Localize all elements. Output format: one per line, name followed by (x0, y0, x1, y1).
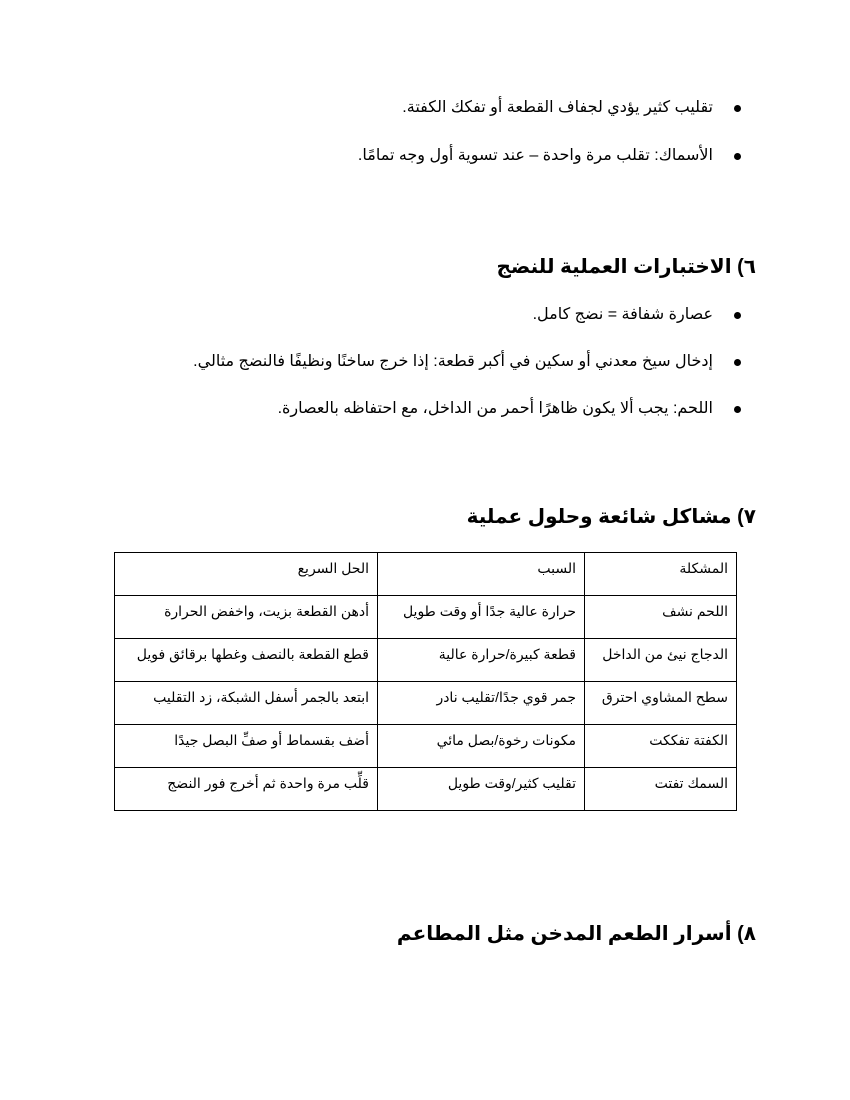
cause-cell: مكونات رخوة/بصل مائي (378, 725, 585, 768)
cause-cell: جمر قوي جدًا/تقليب نادر (378, 682, 585, 725)
list-item-text: عصارة شفافة = نضج كامل. (532, 306, 713, 323)
list-item-text: الأسماك: تقلب مرة واحدة – عند تسوية أول وجه تمامًا. (357, 147, 713, 164)
column-header-solution: الحل السريع (115, 553, 378, 596)
bullet-icon (734, 406, 741, 413)
list-item-text: تقليب كثير يؤدي لجفاف القطعة أو تفكك الكفتة. (402, 99, 713, 116)
section-7-heading: ٧) مشاكل شائعة وحلول عملية (466, 506, 756, 528)
bullet-icon (734, 153, 741, 160)
section-8-heading: ٨) أسرار الطعم المدخن مثل المطاعم (396, 923, 756, 945)
problem-cell: السمك تفتت (585, 768, 737, 811)
cause-cell: حرارة عالية جدًا أو وقت طويل (378, 596, 585, 639)
list-item (533, 305, 713, 325)
cause-cell: تقليب كثير/وقت طويل (378, 768, 585, 811)
list-item (358, 146, 713, 166)
section-6-heading: ٦) الاختبارات العملية للنضج (496, 256, 756, 278)
table-row (115, 596, 737, 639)
table-row (115, 682, 737, 725)
solution-cell: قطع القطعة بالنصف وغطها برقائق فويل (115, 639, 378, 682)
solution-cell: قلِّب مرة واحدة ثم أخرج فور النضج (115, 768, 378, 811)
bullet-icon (734, 105, 741, 112)
cause-cell: قطعة كبيرة/حرارة عالية (378, 639, 585, 682)
list-item-text: إدخال سيخ معدني أو سكين في أكبر قطعة: إذا خرج ساخنًا ونظيفًا فالنضج مثالي. (193, 353, 713, 370)
column-header-cause: السبب (378, 553, 585, 596)
list-item (278, 399, 713, 419)
table-header-row (115, 553, 737, 596)
problem-cell: سطح المشاوي احترق (585, 682, 737, 725)
problem-cell: اللحم نشف (585, 596, 737, 639)
table-row (115, 725, 737, 768)
table-row (115, 639, 737, 682)
problems-table (114, 552, 737, 811)
table-row (115, 768, 737, 811)
problem-cell: الدجاج نيئ من الداخل (585, 639, 737, 682)
bullet-icon (734, 312, 741, 319)
solution-cell: أضف بقسماط أو صفِّ البصل جيدًا (115, 725, 378, 768)
problem-cell: الكفتة تفككت (585, 725, 737, 768)
list-item (193, 352, 713, 372)
solution-cell: ابتعد بالجمر أسفل الشبكة، زد التقليب (115, 682, 378, 725)
list-item-text: اللحم: يجب ألا يكون ظاهرًا أحمر من الداخل، مع احتفاظه بالعصارة. (277, 400, 713, 417)
bullet-icon (734, 359, 741, 366)
solution-cell: أدهن القطعة بزيت، واخفض الحرارة (115, 596, 378, 639)
list-item (402, 98, 713, 118)
column-header-problem: المشكلة (585, 553, 737, 596)
